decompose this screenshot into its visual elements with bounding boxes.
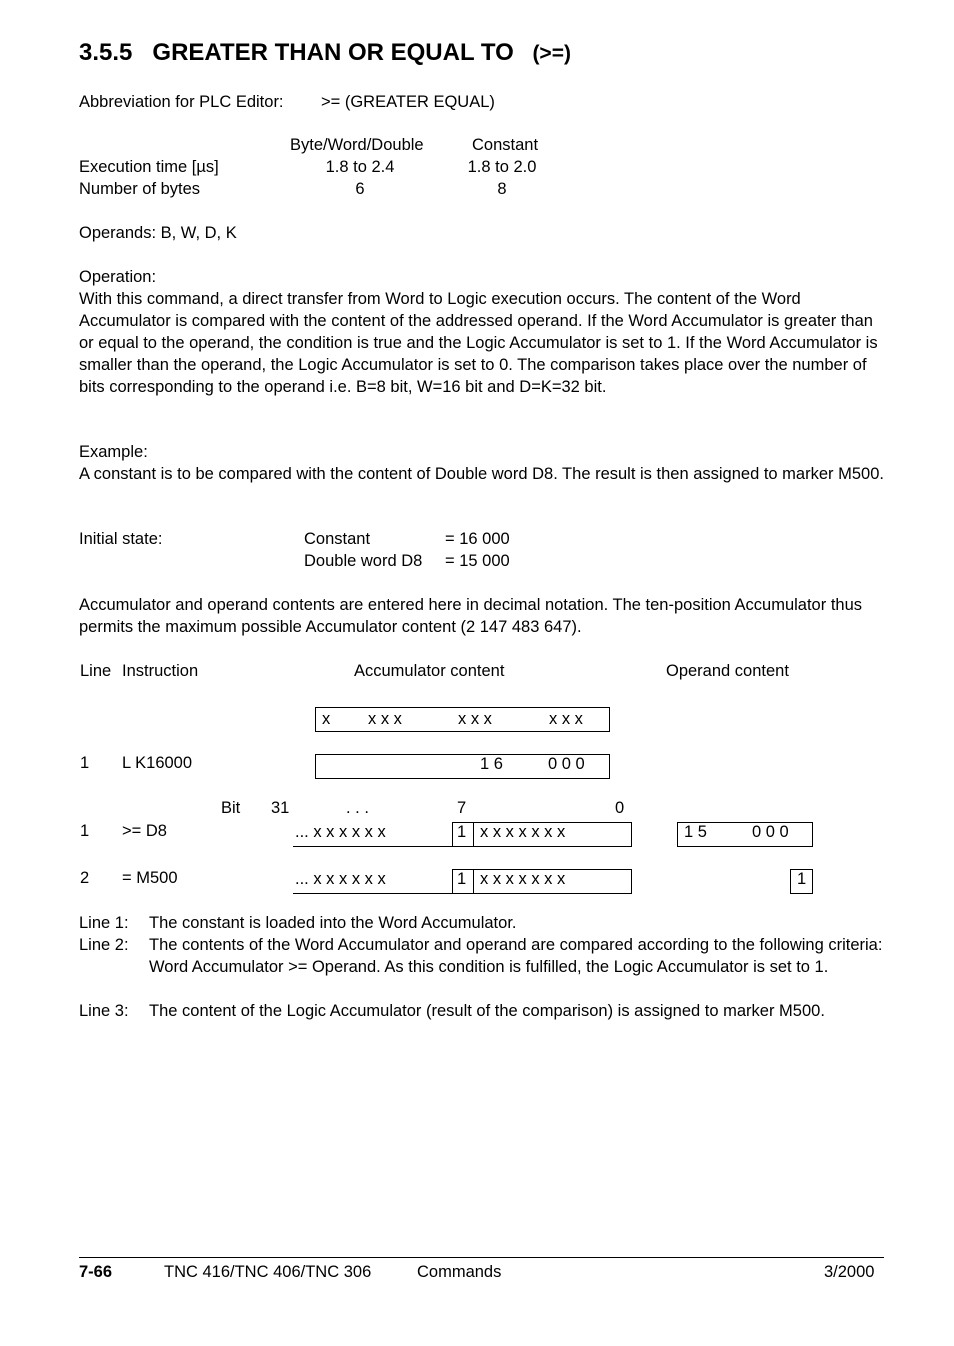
header-line: Line [80, 662, 112, 680]
register-upper-bits: ... x x x x x x [295, 870, 386, 888]
bit-ellipsis: . . . [346, 799, 369, 817]
row2-line-number: 1 [80, 822, 90, 840]
explanation-text: The constant is loaded into the Word Accumulator. [149, 914, 517, 932]
operand-box-m500 [790, 869, 813, 894]
execution-time-bwd: 1.8 to 2.4 [325, 158, 395, 176]
execution-time-constant: 1.8 to 2.0 [467, 158, 537, 176]
initial-state-value-d8: = 15 000 [445, 552, 510, 570]
notation-note: Accumulator and operand contents are entered here in decimal notation. The ten-position Accumulator thus permits the maximum possible Accumulator content (2 147 483 647). [79, 596, 863, 636]
row-label-execution-time: Execution time [µs] [79, 158, 219, 176]
register-bit7: 1 [457, 823, 467, 841]
acc-digit-group: x x x [368, 710, 402, 728]
operand-box-d8 [677, 822, 813, 847]
operand-digit-group: 0 0 0 [752, 823, 789, 841]
explanation-label: Line 2: [79, 936, 129, 954]
register-underline [293, 846, 453, 847]
bit-0-label: 0 [615, 799, 625, 817]
accumulator-box-k16000 [315, 754, 610, 779]
register-divider [473, 869, 474, 894]
register-lower-bits: x x x x x x x [480, 823, 566, 841]
abbreviation-label: Abbreviation for PLC Editor: [79, 93, 284, 111]
acc-digit-group: x x x [458, 710, 492, 728]
operand-digit-group: 1 5 [684, 823, 707, 841]
section-title: GREATER THAN OR EQUAL TO [152, 39, 514, 66]
header-accumulator: Accumulator content [354, 662, 505, 680]
row2-instruction: >= D8 [122, 822, 167, 840]
col-header-constant: Constant [472, 136, 539, 154]
explanation-label: Line 3: [79, 1002, 129, 1020]
abbreviation-value: >= (GREATER EQUAL) [321, 93, 495, 111]
header-instruction: Instruction [122, 662, 199, 680]
register-upper-bits: ... x x x x x x [295, 823, 386, 841]
footer-page-number: 7-66 [79, 1263, 113, 1281]
marker-value: 1 [797, 870, 807, 888]
page-title [79, 38, 571, 69]
acc-digit-group: x x x [549, 710, 583, 728]
operation-text: With this command, a direct transfer from Word to Logic execution occurs. The content of the Word Accumulator is compared with the content of the addressed operand. If the Word Accumulator is greater than or equal to the operand, the condition is true and the Logic Accumulator is set to 1. If the Word Accumulator is smaller than the operand, the Logic Accumulator is set to 0. The comparison takes place over the number of bits corresponding to the operand i.e. B=8 bit, W=16 bit and D=K=32 bit. [79, 290, 878, 396]
row3-instruction: = M500 [122, 869, 178, 887]
example-label: Example: [79, 443, 148, 461]
footer-rule [79, 1257, 884, 1258]
header-operand: Operand content [666, 662, 789, 680]
register-underline [293, 893, 453, 894]
explanation-text: The contents of the Word Accumulator and operand are compared according to the following criteria: Word Accumulator >= Operand. As this condition is fulfilled, the Logic Accumulator is set to 1. [149, 936, 883, 976]
register-bit7: 1 [457, 870, 467, 888]
initial-state-name-constant: Constant [304, 530, 371, 548]
operands-line: Operands: B, W, D, K [79, 224, 237, 242]
initial-state-name-d8: Double word D8 [304, 552, 423, 570]
bit-7-label: 7 [457, 799, 467, 817]
bytes-bwd: 6 [355, 180, 365, 198]
register-divider [473, 822, 474, 847]
footer-date: 3/2000 [824, 1263, 875, 1281]
row-label-number-of-bytes: Number of bytes [79, 180, 201, 198]
example-text: A constant is to be compared with the content of Double word D8. The result is then assigned to marker M500. [79, 465, 884, 483]
footer-section: Commands [417, 1263, 502, 1281]
bytes-constant: 8 [497, 180, 507, 198]
col-header-bwd: Byte/Word/Double [290, 136, 424, 154]
initial-state-value-constant: = 16 000 [445, 530, 510, 548]
section-number: 3.5.5 [79, 39, 133, 66]
initial-state-label: Initial state: [79, 530, 163, 548]
acc-digit-group: 0 0 0 [548, 755, 585, 773]
bit-31-label: 31 [271, 799, 290, 817]
footer-product: TNC 416/TNC 406/TNC 306 [164, 1263, 372, 1281]
operation-label: Operation: [79, 268, 157, 286]
row1-line-number: 1 [80, 754, 90, 772]
row3-line-number: 2 [80, 869, 90, 887]
acc-digit-group: x [322, 710, 331, 728]
accumulator-box-initial [315, 707, 610, 732]
register-lower-bits: x x x x x x x [480, 870, 566, 888]
explanation-label: Line 1: [79, 914, 129, 932]
bit-label: Bit [221, 799, 241, 817]
explanation-text: The content of the Logic Accumulator (result of the comparison) is assigned to marker M500. [149, 1002, 825, 1020]
row1-instruction: L K16000 [122, 754, 193, 772]
section-symbol: (>=) [532, 42, 571, 65]
acc-digit-group: 1 6 [480, 755, 503, 773]
